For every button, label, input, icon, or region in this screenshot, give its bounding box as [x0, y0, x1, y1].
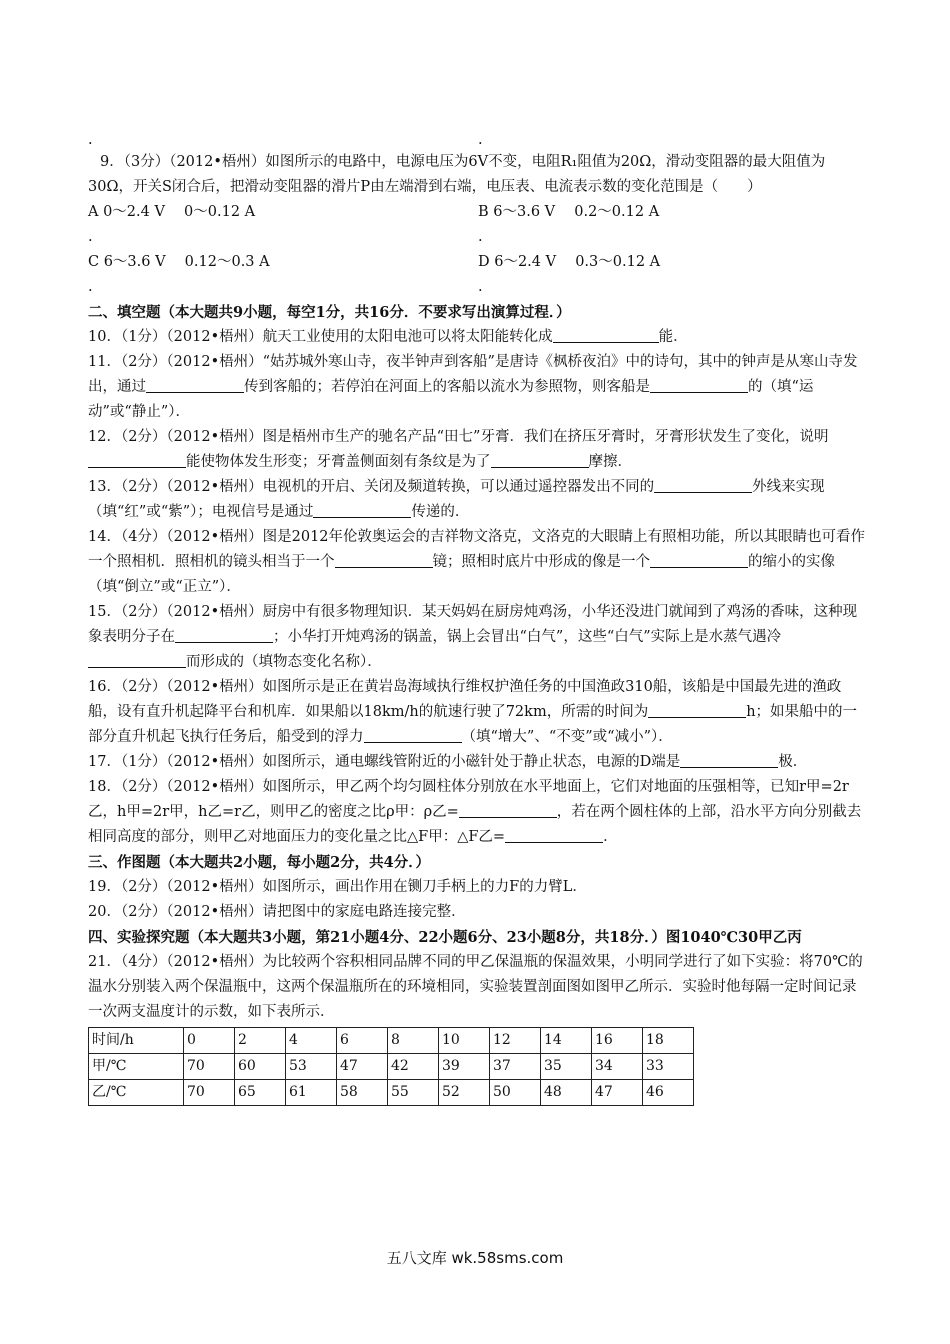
section-2-heading: 二、填空题（本大题共9小题，每空1分，共16分．不要求写出演算过程．） [88, 304, 571, 321]
q11-text-3: 的（填“运动”或“静止”）． [88, 379, 814, 420]
answer-blank [88, 651, 186, 668]
question-16 [88, 675, 868, 750]
table-cell: 33 [643, 1054, 694, 1080]
exam-page [88, 128, 868, 1106]
q17-text-1: 17．（1分）（2012•梧州）如图所示，通电螺线管附近的小磁针处于静止状态，电源的D端是 [88, 754, 681, 770]
q10-text-1: 10．（1分）（2012•梧州）航天工业使用的太阳电池可以将太阳能转化成 [88, 329, 553, 345]
answer-blank [335, 551, 433, 568]
question-12 [88, 425, 868, 475]
q9-options-ab [88, 200, 868, 225]
answer-blank [648, 701, 746, 718]
q17-text-2: 极． [778, 754, 808, 770]
question-19: 19．（2分）（2012•梧州）如图所示，画出作用在铡刀手柄上的力F的力臂L． [88, 879, 587, 895]
q11-text-1: 11．（2分）（2012•梧州）“姑苏城外寒山寺，夜半钟声到客船”是唐诗《枫桥夜泊》中的诗句，其中的钟声是从寒山寺发出，通过 [88, 354, 858, 395]
table-cell: 47 [337, 1054, 388, 1080]
table-cell: 14 [541, 1028, 592, 1054]
q9-dot-d: . [478, 279, 483, 295]
table-cell: 35 [541, 1054, 592, 1080]
table-cell: 52 [439, 1080, 490, 1106]
table-cell: 时间/h [89, 1028, 184, 1054]
footer-watermark: 五八文库 wk.58sms.com [386, 1249, 564, 1267]
question-11 [88, 350, 868, 425]
q10-text-2: 能． [658, 329, 688, 345]
table-cell: 58 [337, 1080, 388, 1106]
q9-dot-a: . [88, 229, 93, 245]
table-cell: 6 [337, 1028, 388, 1054]
answer-blank [491, 451, 589, 468]
table-cell: 65 [235, 1080, 286, 1106]
q16-text-3: （填“增大”、“不变”或“减小”）． [461, 729, 673, 745]
table-cell: 34 [592, 1054, 643, 1080]
q9-dots-ab [88, 225, 868, 250]
table-cell: 10 [439, 1028, 490, 1054]
table-cell: 0 [184, 1028, 235, 1054]
q16-text-2: h；如果船中的一部分直升机起飞执行任务后，船受到的浮力 [88, 704, 858, 745]
table-cell: 50 [490, 1080, 541, 1106]
dot-left: . [88, 132, 93, 148]
q11-text-2: 传到客船的；若停泊在河面上的客船以流水为参照物，则客船是 [244, 379, 650, 395]
q9-option-a: A 0～2.4 V 0～0.12 A [88, 204, 256, 220]
q14-text-3: 的缩小的实像（填“倒立”或“正立”）． [88, 554, 835, 595]
table-cell: 42 [388, 1054, 439, 1080]
table-cell: 47 [592, 1080, 643, 1106]
q14-text-2: 镜；照相时底片中形成的像是一个 [432, 554, 650, 570]
question-18 [88, 775, 868, 850]
top-dots [88, 128, 868, 150]
question-20: 20．（2分）（2012•梧州）请把图中的家庭电路连接完整． [88, 904, 466, 920]
table-cell: 48 [541, 1080, 592, 1106]
section-3-heading: 三、作图题（本大题共2小题，每小题2分，共4分．） [88, 854, 431, 871]
q13-text-1: 13．（2分）（2012•梧州）电视机的开启、关闭及频道转换，可以通过遥控器发出不同的 [88, 479, 655, 495]
q14-text-1: 14．（4分）（2012•梧州）图是2012年伦敦奥运会的吉祥物文洛克，文洛克的大眼睛上有照相功能，所以其眼睛也可看作一个照相机．照相机的镜头相当于一个 [88, 529, 866, 570]
question-17 [88, 750, 868, 775]
table-row [89, 1080, 694, 1106]
q12-text-2: 能使物体发生形变；牙膏盖侧面刻有条纹是为了 [186, 454, 491, 470]
table-cell: 53 [286, 1054, 337, 1080]
q18-text-1: 18．（2分）（2012•梧州）如图所示，甲乙两个均匀圆柱体分别放在水平地面上，它们对地面的压强相等，已知r甲=2r乙，h甲=2r甲，h乙=r乙，则甲乙的密度之比ρ甲：ρ乙= [88, 779, 849, 820]
answer-blank [505, 826, 603, 843]
table-cell: 18 [643, 1028, 694, 1054]
q15-text-1: 15．（2分）（2012•梧州）厨房中有很多物理知识．某天妈妈在厨房炖鸡汤，小华还没进门就闻到了鸡汤的香味，这种现象表明分子在 [88, 604, 858, 645]
answer-blank [553, 326, 659, 343]
q9-dot-c: . [88, 279, 93, 295]
answer-blank [654, 476, 752, 493]
q9-dots-cd [88, 275, 868, 300]
table-cell: 2 [235, 1028, 286, 1054]
table-row [89, 1054, 694, 1080]
q15-text-3: 而形成的（填物态变化名称）． [186, 654, 382, 670]
table-cell: 60 [235, 1054, 286, 1080]
table-cell: 4 [286, 1028, 337, 1054]
answer-blank [313, 501, 411, 518]
table-cell: 37 [490, 1054, 541, 1080]
table-cell: 8 [388, 1028, 439, 1054]
answer-blank [459, 801, 557, 818]
question-15 [88, 600, 868, 675]
answer-blank [650, 551, 748, 568]
q18-text-2: ，若在两个圆柱体的上部，沿水平方向分别截去相同高度的部分，则甲乙对地面压力的变化量之比△F甲：△F乙= [88, 804, 862, 845]
q18-text-3: ． [603, 829, 618, 845]
question-10 [88, 325, 868, 350]
table-cell: 12 [490, 1028, 541, 1054]
q9-option-d: D 6～2.4 V 0.3～0.12 A [478, 254, 661, 270]
question-14 [88, 525, 868, 600]
question-9: 9．（3分）（2012•梧州）如图所示的电路中，电源电压为6V不变，电阻R₁阻值为20Ω，滑动变阻器的最大阻值为30Ω，开关S闭合后，把滑动变阻器的滑片P由左端滑到右端，电压表、电流表示数的变化范围是（ ） [88, 154, 826, 195]
answer-blank [650, 376, 748, 393]
dot-right: . [478, 132, 483, 148]
table-cell: 55 [388, 1080, 439, 1106]
table-cell: 甲/℃ [89, 1054, 184, 1080]
table-cell: 46 [643, 1080, 694, 1106]
q9-options-cd [88, 250, 868, 275]
question-13 [88, 475, 868, 525]
q13-text-2: 外线来实现（填“红”或“紫”）；电视信号是通过 [88, 479, 825, 520]
table-cell: 39 [439, 1054, 490, 1080]
answer-blank [146, 376, 244, 393]
temperature-table [88, 1027, 694, 1106]
q13-text-3: 传递的． [411, 504, 470, 520]
answer-blank [175, 626, 273, 643]
q9-option-c: C 6～3.6 V 0.12～0.3 A [88, 254, 270, 270]
q12-text-3: 摩擦． [588, 454, 632, 470]
table-row [89, 1028, 694, 1054]
q12-text-1: 12．（2分）（2012•梧州）图是梧州市生产的驰名产品“田七”牙膏．我们在挤压牙膏时，牙膏形状发生了变化，说明 [88, 429, 829, 445]
table-cell: 61 [286, 1080, 337, 1106]
table-cell: 16 [592, 1028, 643, 1054]
answer-blank [680, 751, 778, 768]
table-cell: 乙/℃ [89, 1080, 184, 1106]
q9-option-b: B 6～3.6 V 0.2～0.12 A [478, 204, 660, 220]
table-cell: 70 [184, 1080, 235, 1106]
table-cell: 70 [184, 1054, 235, 1080]
question-21: 21．（4分）（2012•梧州）为比较两个容积相同品牌不同的甲乙保温瓶的保温效果，小明同学进行了如下实验：将70℃的温水分别装入两个保温瓶中，这两个保温瓶所在的环境相同，实验装置剖面图如图甲乙所示．实验时他每隔一定时间记录一次两支温度计的示数，如下表所示． [88, 954, 863, 1020]
answer-blank [364, 726, 462, 743]
answer-blank [88, 451, 186, 468]
q15-text-2: ；小华打开炖鸡汤的锅盖，锅上会冒出“白气”，这些“白气”实际上是水蒸气遇冷 [273, 629, 782, 645]
q9-dot-b: . [478, 229, 483, 245]
section-4-heading: 四、实验探究题（本大题共3小题，第21小题4分、22小题6分、23小题8分，共18分．）图1040℃30甲乙丙 [88, 929, 802, 946]
q16-text-1: 16．（2分）（2012•梧州）如图所示是正在黄岩岛海域执行维权护渔任务的中国渔政310船，该船是中国最先进的渔政船，设有直升机起降平台和机库．如果船以18km/h的航速行驶了72km，所需的时间为 [88, 679, 842, 720]
